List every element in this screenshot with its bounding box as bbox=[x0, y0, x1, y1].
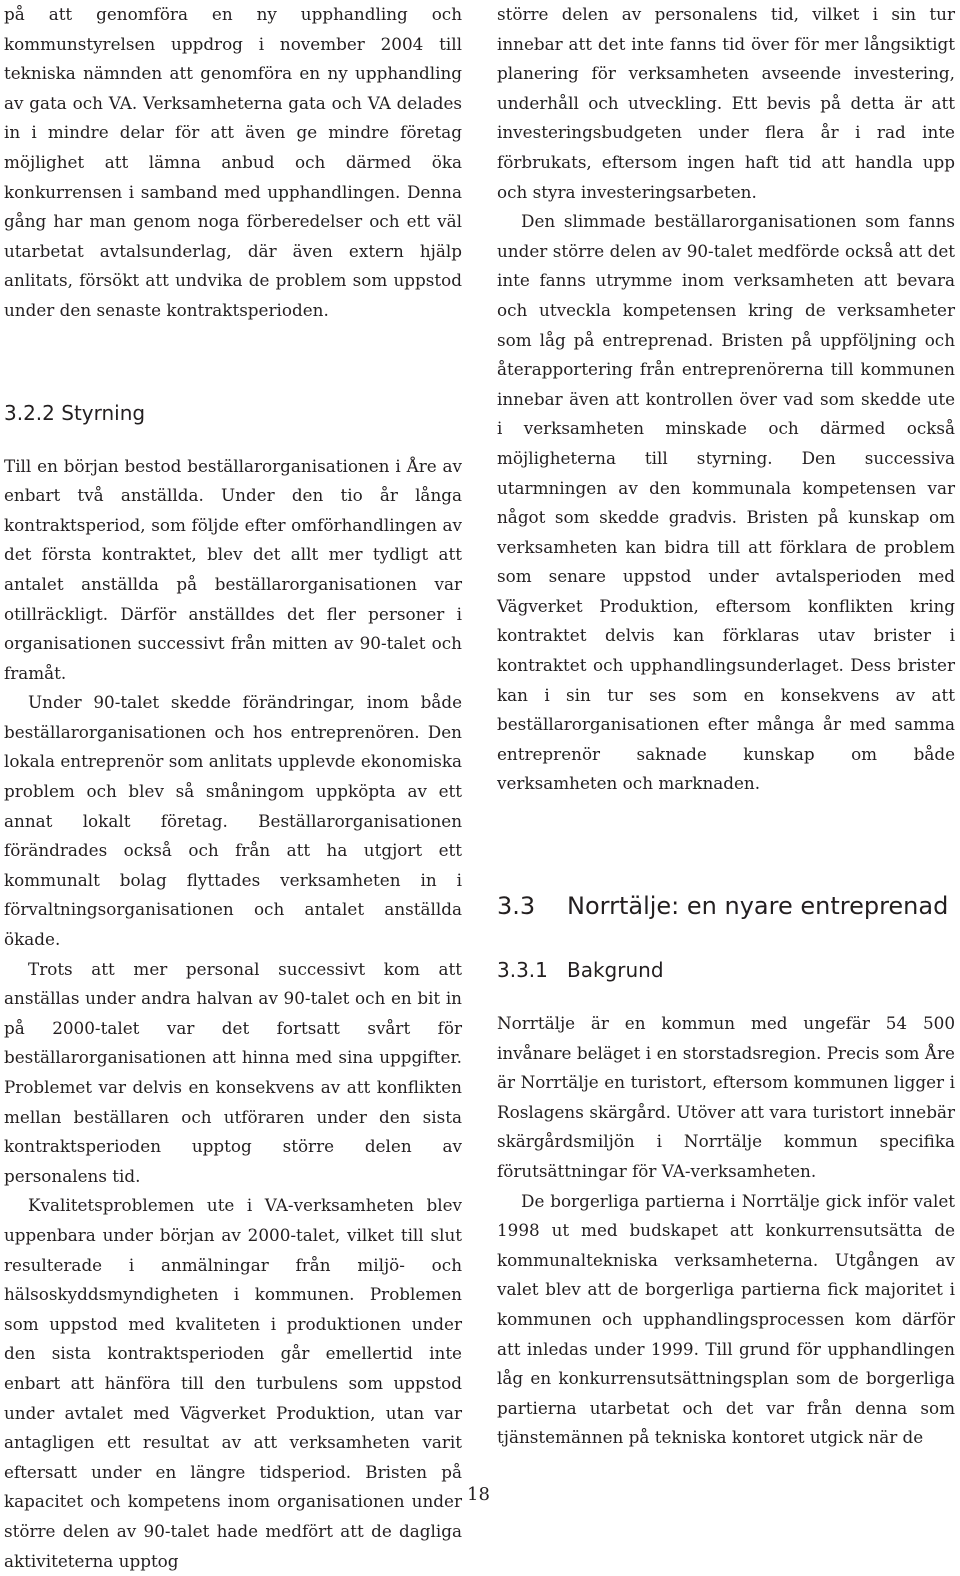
section-heading-styrning: 3.2.2 Styrning bbox=[4, 400, 146, 425]
section-number: 3.3 bbox=[497, 892, 536, 921]
paragraph-styrning-1: Till en början bestod beställarorganisationen i Åre av enbart två anställda. Under den tio år långa kontraktsperiod, som följde efter omförhandlingen av det första kontraktet, blev det allt mer tydligt att antalet anställda på beställarorganisationen var otillräckligt. Därför anställdes det fler personer i organisationen successivt från mitten av 90-talet och framåt. bbox=[4, 455, 462, 683]
subsection-number: 3.3.1 bbox=[497, 958, 548, 983]
left-column bbox=[4, 0, 462, 1576]
paragraph-bakgrund-2: De borgerliga partierna i Norrtälje gick inför valet 1998 ut med budskapet att konkurrensutsätta de kommunaltekniska verksamheterna. Utgången av valet blev att de borgerliga partierna fick majoritet i kommunen och upphandlingsprocessen kom därför att inledas under 1999. Till grund för upphandlingen låg en konkurrensutsättningsplan som de borgerliga partierna utarbetat och det var från denna som tjänstemännen på tekniska kontoret utgick när de bbox=[497, 1190, 955, 1448]
right-column bbox=[497, 0, 955, 1453]
continuation-paragraph: större delen av personalens tid, vilket i sin tur innebar att det inte fanns tid över för mer långsiktigt planering för verksamheten avseende investering, underhåll och utveckling. Ett bevis på detta är att investeringsbudgeten under flera år i rad inte förbrukats, eftersom ingen haft tid att handla upp och styra investeringsarbeten. bbox=[497, 4, 955, 202]
section-heading-norrtalje bbox=[497, 891, 955, 921]
paragraph-styrning-4: Kvalitetsproblemen ute i VA-verksamheten blev uppenbara under början av 2000-talet, vilket till slut resulterade i anmälningar från miljö- och hälsoskyddsmyndigheten i kommunen. Problemen som uppstod med kvaliteten i produktionen under den sista kontraktsperioden går emellertid inte enbart att hänföra till den turbulens som uppstod under avtalet med Vägverket Produktion, utan var antagligen ett resultat av att verksamheten varit eftersatt under en längre tidsperiod. Bristen på kapacitet och kompetens inom organisationen under större delen av 90-talet hade medfört att de dagliga aktiviteterna upptog bbox=[4, 1195, 462, 1571]
page-number: 18 bbox=[467, 1484, 490, 1505]
paragraph-bakgrund-1: Norrtälje är en kommun med ungefär 54 500 invånare beläget i en storstadsregion. Precis som Åre är Norrtälje en turistort, eftersom kommunen ligger i Roslagens skärgård. Utöver att vara turistort innebär skärgårdsmiljön i Norrtälje kommun specifika förutsättningar för VA-verksamheten. bbox=[497, 1013, 955, 1181]
section-title: Norrtälje: en nyare entreprenad bbox=[567, 892, 949, 921]
intro-paragraph: på att genomföra en ny upphandling och kommunstyrelsen uppdrog i november 2004 till tekniska nämnden att genomföra en ny upphandling av gata och VA. Verksamheterna gata och VA delades in i mindre delar för att även ge mindre företag möjlighet att lämna anbud och därmed öka konkurrensen i samband med upphandlingen. Denna gång har man genom noga förberedelser och ett väl utarbetat avtalsunderlag, där även extern hjälp anlitats, försökt att undvika de problem som uppstod under den senaste kontraktsperioden. bbox=[4, 4, 462, 320]
subsection-title: Bakgrund bbox=[567, 958, 664, 983]
paragraph-styrning-3: Trots att mer personal successivt kom att anställas under andra halvan av 90-talet och en bit in på 2000-talet var det fortsatt svårt för beställarorganisationen att hinna med sina uppgifter. Problemet var delvis en konsekvens av att konflikten mellan beställaren och utföraren under den sista kontraktsperioden upptog större delen av personalens tid. bbox=[4, 958, 462, 1186]
subsection-heading-bakgrund bbox=[497, 955, 955, 985]
paragraph-slimmade: Den slimmade beställarorganisationen som fanns under större delen av 90-talet medförde också att det inte fanns utrymme inom verksamheten att bevara och utveckla kompetensen kring de verksamheter som låg på entreprenad. Bristen på uppföljning och återapportering från entreprenörerna till kommunen innebar även att kontrollen över vad som skedde ute i verksamheten minskade och därmed också möjligheterna till styrning. Den successiva utarmningen av den kommunala kompetensen var något som skedde gradvis. Bristen på kunskap om verksamheten kan bidra till att förklara de problem som senare uppstod under avtalsperioden med Vägverket Produktion, eftersom konflikten kring kontraktet delvis kan förklaras utav brister i kontraktet och upphandlingsunderlaget. Dess brister kan i sin tur ses som en konsekvens av att beställarorganisationen efter många år med samma entreprenör saknade kunskap om både verksamheten och marknaden. bbox=[497, 211, 955, 794]
paragraph-styrning-2: Under 90-talet skedde förändringar, inom både beställarorganisationen och hos entreprenören. Den lokala entreprenör som anlitats upplevde ekonomiska problem och blev så småningom uppköpta av ett annat lokalt företag. Beställarorganisationen förändrades också och från att ha utgjort ett kommunalt bolag flyttades verksamheten in i förvaltningsorganisationen och antalet anställda ökade. bbox=[4, 692, 462, 950]
